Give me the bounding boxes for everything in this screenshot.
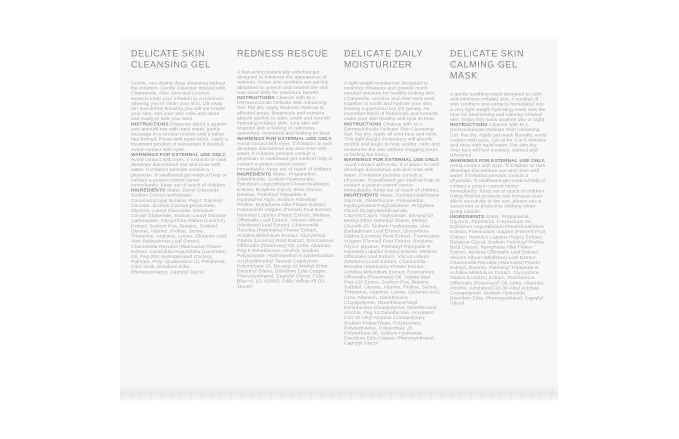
warnings-text: Avoid contact with eyes. If irritation or rash develops discontinue use and rinse with water. If irritation persists consult a physician. If swallowed get medical help or contact a poison control center immediately. Keep out of reach of children. — [131, 157, 227, 189]
instructions-text: Cleanse with M.A. Dermaceuticals Delicate Skin Cleansing Gel. Pat dry. Apply all over face and neck. This light weight moisturizer will absorb quickly and begin to help soothe, calm and moisturize the skin without clogging pores or feeling too heavy. — [343, 121, 440, 158]
ingredients-label: INGREDIENTS — [449, 213, 485, 220]
product-title: DELICATE SKIN CLEANSING GEL — [131, 48, 211, 70]
warnings-section — [344, 158, 441, 194]
instructions-label: INSTRUCTIONS — [237, 95, 275, 101]
instructions-text: Dispense about a quarter size amount mix with tepid water, gently message in a circular motion until a lather has formed. Rinse with tepid water. Apply a treatment product or sunscreen if desired. Avoid contact with eyes. — [131, 121, 228, 153]
instructions-text: Cleanse with M.A. Dermaceuticals Delicate Skin Cleansing Gel. Pat dry. Apply Redness Rescue to affected areas. Botanicals and extracts absorb quickly to calm, sooth and nourish hydrating irritated skin. Your skin will respond with a feeling of calmness, quenched, nourished and looking its best. — [237, 95, 331, 137]
panel-reflection — [120, 385, 558, 401]
instructions-section — [344, 122, 441, 158]
product-description: Gentle, non-drying deep cleansing without the irritation. Gentle Cleanser infused with Chamomile, Aloe Vera and Licorice extracts keep your irritation to a minimum allowing you to clean your skin. Lift away dirt and debris knowing you will not irritate your skin. Get your skin calm and clean and ready to look your best. — [131, 80, 226, 122]
instructions-text: Cleanse with M.A. Dermaceuticals Delicate Skin Cleansing Gel. Pat dry. Apply gel mask liberally, avoid contact with eyes. Let sit for 3 to 5 minutes and rinse with tepid water. Pat skin dry. Your face will feel soothed, calmed and refreshed. — [449, 122, 547, 159]
product-column-redness-rescue — [237, 48, 334, 375]
warnings-label: WARNINGS FOR EXTERNAL USE ONLY. — [237, 135, 333, 142]
warnings-text: Avoid contact with eyes. If irritation or rash develops discontinue use and rinse with water. If irritation persists consult a physician. If swallowed get medical help or contact a poison control center immediately. Keep out of reach of children. — [343, 162, 440, 194]
instructions-section — [131, 122, 228, 153]
product-description: A gentle soothing mask designed to calm and minimize irritated skin. A cocktail of skin soothers and extracts formulated into a very light weight hydrating mask sets the tone for destressing and calming irritated skin. Enjoy this mask anytime day or night. — [449, 91, 546, 123]
ingredients-text: Water, Propanediol, Dimethicone, Sodium Hyaluronate, Epilobium Angustifolium Flower/leaf/stem Extract, Butylene Glycol, Beta Glucan, Dextran, Palmitoyl Tripeptide-8, Hydrolyzed Algin, Sodium Palmitoyl Proline, Nymphaea Alba Flower Extract, Foeniculum Vulgare (Fennel) Fruit Extract, Humulus Lupulus (Hops) Extract, Melissa Officinalis Leaf Extract, Viscum Album (Mistletoe) Leaf Extract, Chamomilla Recutita (Matricaria) Flower Extract, Achillea Millefolium Extract, Glycyrrhiza Glabra (Licorice) Root Extract, Rosmarinus Officinalis (Rosemary) Oil, Urea, Allantoin, Peg-8 Dimethicone, Alcohol, Sodium Polyacrylate, Hydroxyethyl Acrylate/sodium Acryloyldimethyl Taurate Copolymer, Polysorbate 20, Bis-peg-18 Methyl Ether Dimethyl Silane, Disodium Edta Copper, Phenoxyethanol, Caprylyl Glycol, Fd&c Blue #1 (Ci 42090), Fd&c Yellow #5 (Ci 19140) — [237, 171, 335, 290]
ingredients-text: Water, Cyclopentasiloxane, Glycerin, Dimethicone, Propanediol, Hydrogenated Polyisobutene, Propylene Glycol Dicaprylate/dicaprate, Caprylic/Capric Triglyceride, Bis-peg-18 Methyl Ether Dimethyl Silane, Methyl Gluceth-20, Sodium Hyaluronate, Aloe Barbadensis Leaf Extract, Glycyrrhiza Glabra (Licorice) Root Extract, Foeniculum Vulgare (Fennel) Fruit Extract, Butylene Glycol, Dextran, Palmitoyl Tripeptide-8, Humulus Lupulus (Hops) Extract, Melissa Officinalis Leaf Extract, Viscum Album (Mistletoe) Leaf Extract, Chamomilla Recutita (Matricaria) Flower Extract, Achillea Millefolium Extract, Rosmarinus Officinalis (Rosemary) Oil, Jojoba Wax Peg-120 Esters, Sodium Pca, Betaine, Sorbitol, Glycine, Alanine, Proline, Serine, Threonine, Arginine, Lysine, Glutamic Acid, Urea, Allantoin, Dimethicone Crosspolymer, Dimethicone/vinyl Dimethicone Crosspolymer, Dimethiconol, Alcohol, Peg-10 Dimethicone, Acrylates/ C10-30 Alkyl Acrylate Crosspolymer, Sodium Polyacrylate, Polyacrylate, Polyisobutene, Polysorbate 20, Polysorbate 60, Sodium Hydroxide, Disodium Edta Copper, Phenoxyethanol, Caprylyl Glycol — [343, 192, 441, 347]
product-title: REDNESS RESCUE — [237, 48, 329, 59]
ingredients-section — [131, 188, 228, 275]
instructions-label: INSTRUCTIONS — [449, 122, 488, 128]
ingredients-label: INGREDIENTS — [237, 171, 272, 178]
instructions-section — [450, 123, 547, 159]
product-description: A fast-acting botanically enriched gel designed to minimize the appearance of redness. Active skin soothers are quickly absorbed to quench and nourish the skin. Use twice daily for maximum benefit. — [237, 69, 331, 96]
product-column-daily-moisturizer — [344, 48, 441, 375]
product-column-cleansing-gel — [131, 48, 228, 375]
ingredients-section — [344, 193, 441, 346]
warnings-label: WARNINGS FOR EXTERNAL USE ONLY. — [131, 151, 227, 158]
instructions-label: INSTRUCTIONS — [343, 121, 382, 127]
warnings-text: Avoid contact with eyes. If irritation or rash develops discontinue use and rinse with water. If irritation persists consult a physician. If swallowed get medical help or contact a poison control center immediately. Keep out of reach of children. Using Retinol products can increase your skin's sensitivity to the sun, please use a sunscreen or protective clothing when going outside. — [449, 162, 546, 215]
label-panel — [120, 38, 558, 385]
ingredients-section — [237, 172, 334, 289]
warnings-label: WARNINGS FOR EXTERNAL USE ONLY. — [449, 157, 546, 164]
ingredients-section — [450, 214, 547, 306]
warnings-section — [450, 158, 547, 214]
ingredients-label: INGREDIENTS — [131, 187, 166, 194]
warnings-text: Avoid contact with eyes. If irritation or rash develops discontinue use and rinse with water. If irritation persists consult a physician. If swallowed get medical help or contact a poison control center immediately. Keep out of reach of children. — [237, 140, 334, 172]
product-title: DELICATE DAILY MOISTURIZER — [343, 48, 423, 70]
instructions-section — [237, 96, 334, 137]
ingredients-text: Water, Propanediol, Glycerin, Panthenol, Polysorbate 20, Epilobium Angustifolium Flower/Leaf/stem Extract, Foeniculum Vulgare (Fennel) Fruit Extract, Humulus Lupulus (Hops) Extract, Butylene Glycol, Sodium Palmitoyl Proline, Beta Glucan, Nymphaea Alba Flower Extract, Melissa Officinalis Leaf Extract, Viscum Album (Mistletoe) Leaf Extract, Chamomilla Recutita (Matricaria) Flower Extract, Dextran, Palmitoyl Tripeptide-8, Achillea Millefolium Extract, Glycyrrhiza Glabra (Licorice) Extract, Rosmarinus Officinalis (Rosemary) Oil, Urea, Allantoin, Alcohol, Acrylates/C10-30 Alkyl Acrylate Crosspolymer, Sodium Hydroxide, Disodium Edta, Phenoxyethanol, Caprylyl Glycol — [449, 213, 546, 307]
warnings-section — [237, 136, 334, 172]
product-column-calming-gel-mask — [450, 48, 547, 375]
warnings-section — [131, 152, 228, 188]
warnings-label: WARNINGS FOR EXTERNAL USE ONLY. — [343, 157, 440, 163]
ingredients-text: Water, Decyl Glucoside, Sodium Cocoyl Isethionate, Cocamidopropyl Betaine, Peg-7 Glyceryl Cocoate, Sodium Cocoamphoacetate, Glycerin, Lauryl Glucoside, Disodium Cocoyl Glutamate, Sodium Lauryl Glucose Carboxylate, Glycyrrhiza Glabra (Licorice) Extract, Sodium Pca, Betaine, Sorbitol, Glycine, Alanine, Proline, Serine, Threonine, Arginine, Lysine, Glutamic Acid, Aloe Barbadensis Leaf Extract, Chamomilla Recutita (Matricaria) Flower Extract, Lavandula Angustifolia (Lavender) Oil, Peg-200 Hydrogenated Glyceryl Palmate, Poly- Quaternium-10, Panthenol, Citric Acid, Disodium Edta, Phenoxyethanol, Caprylyl Glycol — [131, 187, 228, 275]
instructions-label: INSTRUCTIONS — [131, 121, 169, 127]
ingredients-label: INGREDIENTS — [343, 192, 378, 199]
product-title: DELICATE SKIN CALMING GEL MASK — [449, 48, 524, 81]
reflection-streaks — [120, 390, 558, 399]
product-description: A light weight moisturizer designed to minimize irritations and provide much needed moisture for healthy looking skin. Chamomile, Licorice and Aloe Vera work together to sooth and hydrate your skin leaving it quenched but not greasy. An important blend of botanicals and extracts make your skin healthy and look its best. — [343, 80, 438, 122]
